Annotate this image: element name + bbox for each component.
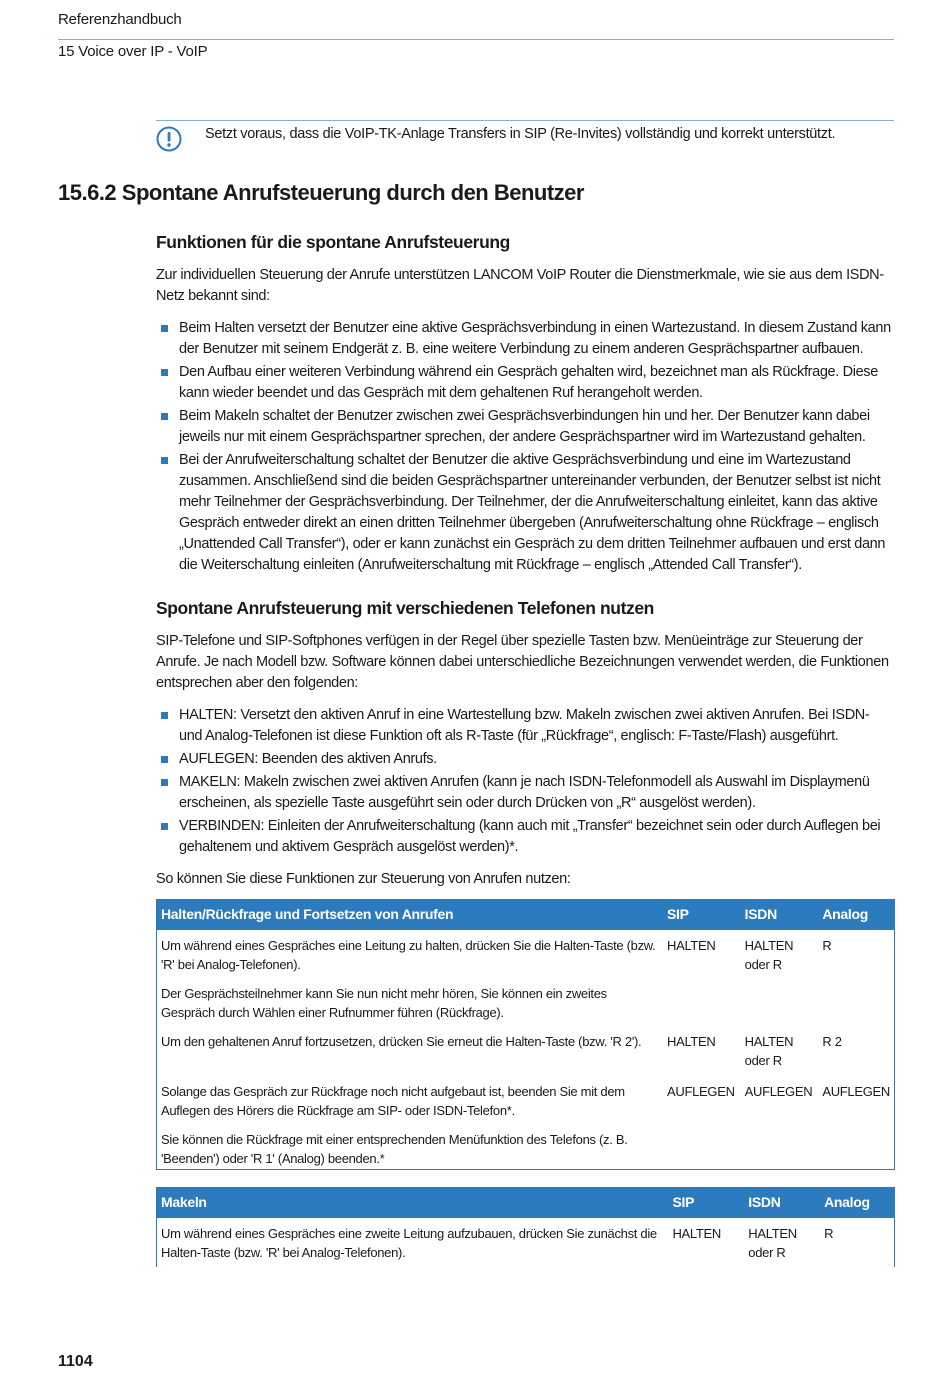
- subsection-heading-phones: Spontane Anrufsteuerung mit verschiedenen Telefonen nutzen: [156, 598, 654, 618]
- outro-paragraph: So können Sie diese Funktionen zur Steuerung von Anrufen nutzen:: [156, 871, 571, 887]
- table-header-row: [156, 1187, 895, 1218]
- table-cell-sip: HALTEN: [666, 1034, 716, 1049]
- table-cell-description: [156, 1074, 662, 1172]
- list-item-text: MAKELN: Makeln zwischen zwei aktiven Anrufen (kann je nach ISDN-Telefonmodell als Auswahl im Displaymenü erscheinen, als spezielle Taste ausgeführt sein oder durch Drücken von „R“ ausgelöst werden).: [179, 774, 870, 811]
- subsection-heading-functions: Funktionen für die spontane Anrufsteuerung: [156, 232, 510, 252]
- table-row: [156, 1026, 895, 1074]
- table-cell-sip: AUFLEGEN: [666, 1084, 735, 1099]
- cell-paragraph: Solange das Gespräch zur Rückfrage noch nicht aufgebaut ist, beenden Sie mit dem Auflegen des Hörers die Rückfrage am SIP- oder ISDN-Telefon*.: [161, 1084, 625, 1118]
- table-header-row: [156, 899, 895, 930]
- bullet-square-icon: [161, 457, 168, 464]
- bullet-square-icon: [161, 823, 168, 830]
- column-header: ISDN: [743, 1187, 819, 1218]
- table-cell-sip: HALTEN: [666, 938, 716, 953]
- table-cell-isdn: [740, 1026, 818, 1074]
- bullet-square-icon: [161, 756, 168, 763]
- cell-line: HALTEN: [748, 1226, 797, 1241]
- table-cell-description: [156, 930, 662, 1026]
- bullet-square-icon: [161, 325, 168, 332]
- list-item: [156, 406, 896, 448]
- running-header-title: Referenzhandbuch: [58, 11, 182, 28]
- list-item-text: Beim Halten versetzt der Benutzer eine aktive Gesprächsverbindung in einen Wartezustand. In diesem Zustand kann der Benutzer mit seinem Endgerät z. B. eine weitere Verbindung zu einem anderen Gesprächspartner aufbauen.: [179, 320, 891, 357]
- table-cell-sip: HALTEN: [672, 1226, 721, 1241]
- list-item: [156, 816, 896, 858]
- cell-paragraph: Um während eines Gespräches eine Leitung zu halten, drücken Sie die Halten-Taste (bzw. 'R' bei Analog-Telefonen).: [161, 938, 656, 972]
- toggle-calls-table: [156, 1187, 895, 1266]
- list-item-text: AUFLEGEN: Beenden des aktiven Anrufs.: [179, 751, 437, 767]
- list-item-text: Den Aufbau einer weiteren Verbindung während ein Gespräch gehalten wird, bezeichnet man als Rückfrage. Diese kann wieder beendet und das Gespräch mit dem gehaltenen Ruf herangeholt werden.: [179, 364, 878, 401]
- table-row: [156, 930, 895, 1026]
- table-cell-analog: R 2: [822, 1034, 842, 1049]
- header-divider: [58, 39, 894, 40]
- functions-bullet-list: [156, 318, 896, 578]
- table-row: [156, 1074, 895, 1172]
- list-item-text: VERBINDEN: Einleiten der Anrufweiterschaltung (kann auch mit „Transfer“ bezeichnet sein oder durch Auflegen bei gehaltenem und aktivem Gespräch ausgelöst werden)*.: [179, 818, 881, 855]
- column-header: Makeln: [156, 1187, 667, 1218]
- table-cell-analog: AUFLEGEN: [822, 1084, 890, 1099]
- note-text: Setzt voraus, dass die VoIP-TK-Anlage Transfers in SIP (Re-Invites) vollständig und korrekt unterstützt.: [205, 126, 836, 142]
- table-cell-description: [156, 1026, 662, 1074]
- bullet-square-icon: [161, 413, 168, 420]
- phone-functions-bullet-list: [156, 705, 896, 860]
- cell-paragraph: Um während eines Gespräches eine zweite Leitung aufzubauen, drücken Sie zunächst die Halten-Taste (bzw. 'R' bei Analog-Telefonen).: [161, 1226, 657, 1260]
- column-header: Halten/Rückfrage und Fortsetzen von Anrufen: [156, 899, 662, 930]
- cell-line: HALTEN: [744, 1034, 794, 1049]
- column-header: SIP: [662, 899, 740, 930]
- cell-line: oder R: [748, 1245, 786, 1260]
- running-header-chapter: 15 Voice over IP - VoIP: [58, 43, 208, 60]
- hold-resume-table: [156, 899, 895, 1172]
- cell-line: oder R: [744, 1053, 782, 1068]
- column-header: Analog: [819, 1187, 895, 1218]
- table-cell-isdn: AUFLEGEN: [744, 1084, 813, 1099]
- list-item-text: Beim Makeln schaltet der Benutzer zwischen zwei Gesprächsverbindungen hin und her. Der Benutzer kann dabei jeweils nur mit einem Gesprächspartner sprechen, der andere Gesprächspartner wird im Wartezustand gehalten.: [179, 408, 870, 445]
- page-number: 1104: [58, 1353, 93, 1370]
- table-cell-description: [156, 1218, 667, 1266]
- cell-paragraph: Der Gesprächsteilnehmer kann Sie nun nicht mehr hören, Sie können ein zweites Gespräch durch Wählen einer Rufnummer führen (Rückfrage).: [161, 986, 607, 1020]
- list-item: [156, 772, 896, 814]
- intro-paragraph-phones: SIP-Telefone und SIP-Softphones verfügen in der Regel über spezielle Tasten bzw. Menüeinträge zur Steuerung der Anrufe. Je nach Modell bzw. Software können dabei unterschiedliche Bezeichnungen verwendet werden, die Funktionen entsprechen aber den folgenden:: [156, 633, 889, 691]
- section-heading: 15.6.2 Spontane Anrufsteuerung durch den Benutzer: [58, 180, 584, 205]
- list-item-text: HALTEN: Versetzt den aktiven Anruf in eine Wartestellung bzw. Makeln zwischen zwei aktiven Anrufen. Bei ISDN- und Analog-Telefonen ist diese Funktion oft als R-Taste (für „Rückfrage“, englisch: F-Taste/Flash) ausgeführt.: [179, 707, 870, 744]
- exclamation-circle-icon: [156, 126, 182, 152]
- list-item: [156, 749, 896, 770]
- bullet-square-icon: [161, 369, 168, 376]
- list-item: [156, 705, 896, 747]
- bullet-square-icon: [161, 779, 168, 786]
- table-row: [156, 1218, 895, 1266]
- cell-line: HALTEN: [744, 938, 794, 953]
- column-header: Analog: [817, 899, 895, 930]
- table-cell-analog: R: [824, 1226, 834, 1241]
- table-cell-isdn: [740, 930, 818, 1026]
- list-item: [156, 450, 896, 576]
- cell-line: oder R: [744, 957, 782, 972]
- cell-paragraph: Sie können die Rückfrage mit einer entsprechenden Menüfunktion des Telefons (z. B. 'Beenden') oder 'R 1' (Analog) beenden.*: [161, 1132, 628, 1166]
- cell-paragraph: Um den gehaltenen Anruf fortzusetzen, drücken Sie erneut die Halten-Taste (bzw. 'R 2').: [161, 1034, 642, 1049]
- note-divider: [156, 120, 894, 121]
- table-cell-analog: R: [822, 938, 832, 953]
- column-header: ISDN: [740, 899, 818, 930]
- list-item: [156, 318, 896, 360]
- list-item-text: Bei der Anrufweiterschaltung schaltet der Benutzer die aktive Gesprächsverbindung und eine im Wartezustand zusammen. Anschließend sind die beiden Gesprächspartner untereinander verbunden, der Benutzer selbst ist nicht mehr Teilnehmer der Gesprächsverbindung. Der Teilnehmer, der die Anrufweiterschaltung einleitet, kann das aktive Gespräch entweder direkt an einen dritten Teilnehmer übergeben (Anrufweiterschaltung ohne Rückfrage – englisch „Unattended Call Transfer“), oder er kann zunächst ein Gespräch zu dem dritten Teilnehmer aufbauen und erst dann die Weiterschaltung einleiten (Anrufweiterschaltung mit Rückfrage – englisch „Attended Call Transfer“).: [179, 452, 886, 573]
- bullet-square-icon: [161, 712, 168, 719]
- intro-paragraph-functions: Zur individuellen Steuerung der Anrufe unterstützen LANCOM VoIP Router die Dienstmerkmale, wie sie aus dem ISDN-Netz bekannt sind:: [156, 267, 884, 304]
- table-cell-isdn: [743, 1218, 819, 1266]
- column-header: SIP: [667, 1187, 743, 1218]
- list-item: [156, 362, 896, 404]
